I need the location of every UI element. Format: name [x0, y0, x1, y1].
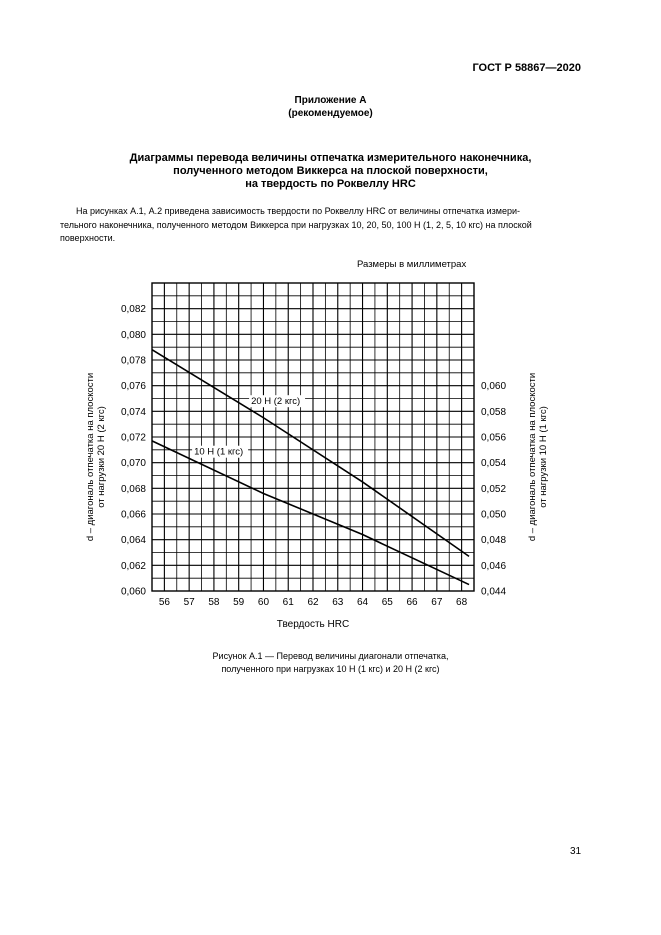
y-right-tick-label: 0,050: [481, 509, 507, 521]
y-right-tick-label: 0,060: [481, 381, 507, 393]
x-tick-label: 65: [381, 597, 393, 608]
x-tick-label: 66: [406, 597, 418, 608]
series-lines: [152, 350, 469, 585]
units-note: Размеры в миллиметрах: [357, 259, 467, 270]
chart-grid: [152, 283, 474, 591]
figure-caption: [0, 650, 661, 675]
y-right-tick-label: 0,058: [481, 406, 507, 418]
y-left-tick-label: 0,070: [120, 458, 146, 470]
y-left-tick-label: 0,066: [120, 509, 146, 521]
y-left-tick-label: 0,062: [120, 560, 146, 572]
intro-line: тельного наконечника, полученного методом Виккерса при нагрузках 10, 20, 50, 100 Н (1, 2, 5, 10 кгс) на плоской: [60, 219, 532, 230]
y-right-tick-label: 0,048: [481, 535, 507, 547]
y-left-tick-label: 0,080: [120, 329, 146, 341]
y-right-tick-label: 0,056: [481, 432, 507, 444]
x-axis-label: Твердость HRC: [276, 619, 350, 630]
page-number: 31: [570, 846, 582, 857]
appendix-title: Приложение А: [294, 95, 367, 106]
y-left-tick-label: 0,060: [120, 586, 146, 598]
y-left-tick-label: 0,082: [120, 304, 146, 316]
x-tick-label: 64: [356, 597, 369, 608]
x-tick-label: 67: [431, 597, 443, 608]
x-tick-label: 61: [282, 597, 294, 608]
x-tick-label: 58: [208, 597, 220, 608]
y-left-tick-label: 0,078: [120, 355, 146, 367]
section-title-line: на твердость по Роквеллу HRC: [245, 178, 416, 190]
x-tick-label: 68: [456, 597, 468, 608]
x-tick-label: 56: [158, 597, 170, 608]
y-left-tick-label: 0,076: [120, 381, 146, 393]
y-left-tick-label: 0,072: [120, 432, 146, 444]
y-left-axis-label: d – диагональ отпечатка на плоскости: [85, 372, 96, 542]
y-right-axis-label: от нагрузки 10 Н (1 кгс): [538, 406, 549, 508]
tick-labels: [121, 304, 506, 608]
x-tick-label: 59: [233, 597, 245, 608]
series-label: 20 Н (2 кгс): [251, 396, 301, 408]
x-tick-label: 63: [332, 597, 344, 608]
appendix-status: (рекомендуемое): [288, 108, 373, 119]
y-right-tick-label: 0,044: [481, 586, 507, 598]
intro-line: поверхности.: [60, 233, 116, 243]
series-label: 10 Н (1 кгс): [194, 446, 244, 458]
y-left-tick-label: 0,068: [120, 483, 146, 495]
x-tick-label: 57: [183, 597, 195, 608]
x-tick-label: 62: [307, 597, 319, 608]
caption-line: полученного при нагрузках 10 Н (1 кгс) и 20 Н (2 кгс): [221, 663, 440, 674]
section-title-line: Диаграммы перевода величины отпечатка измерительного наконечника,: [129, 152, 532, 164]
x-tick-label: 60: [257, 597, 270, 608]
y-left-axis-label: от нагрузки 20 Н (2 кгс): [96, 406, 107, 508]
standard-designation: ГОСТ Р 58867—2020: [472, 62, 581, 74]
caption-line: Рисунок А.1 — Перевод величины диагонали отпечатка,: [212, 651, 449, 661]
y-left-tick-label: 0,064: [120, 535, 146, 547]
y-right-axis-label: d – диагональ отпечатка на плоскости: [527, 372, 538, 542]
y-right-tick-label: 0,052: [481, 483, 507, 495]
y-right-tick-label: 0,046: [481, 560, 507, 572]
section-title-line: полученного методом Виккерса на плоской поверхности,: [173, 165, 488, 177]
y-left-tick-label: 0,074: [120, 406, 146, 418]
intro-line: На рисунках А.1, А.2 приведена зависимость твердости по Роквеллу HRC от величины отпечатка измери-: [76, 206, 520, 216]
y-right-tick-label: 0,054: [481, 458, 507, 470]
